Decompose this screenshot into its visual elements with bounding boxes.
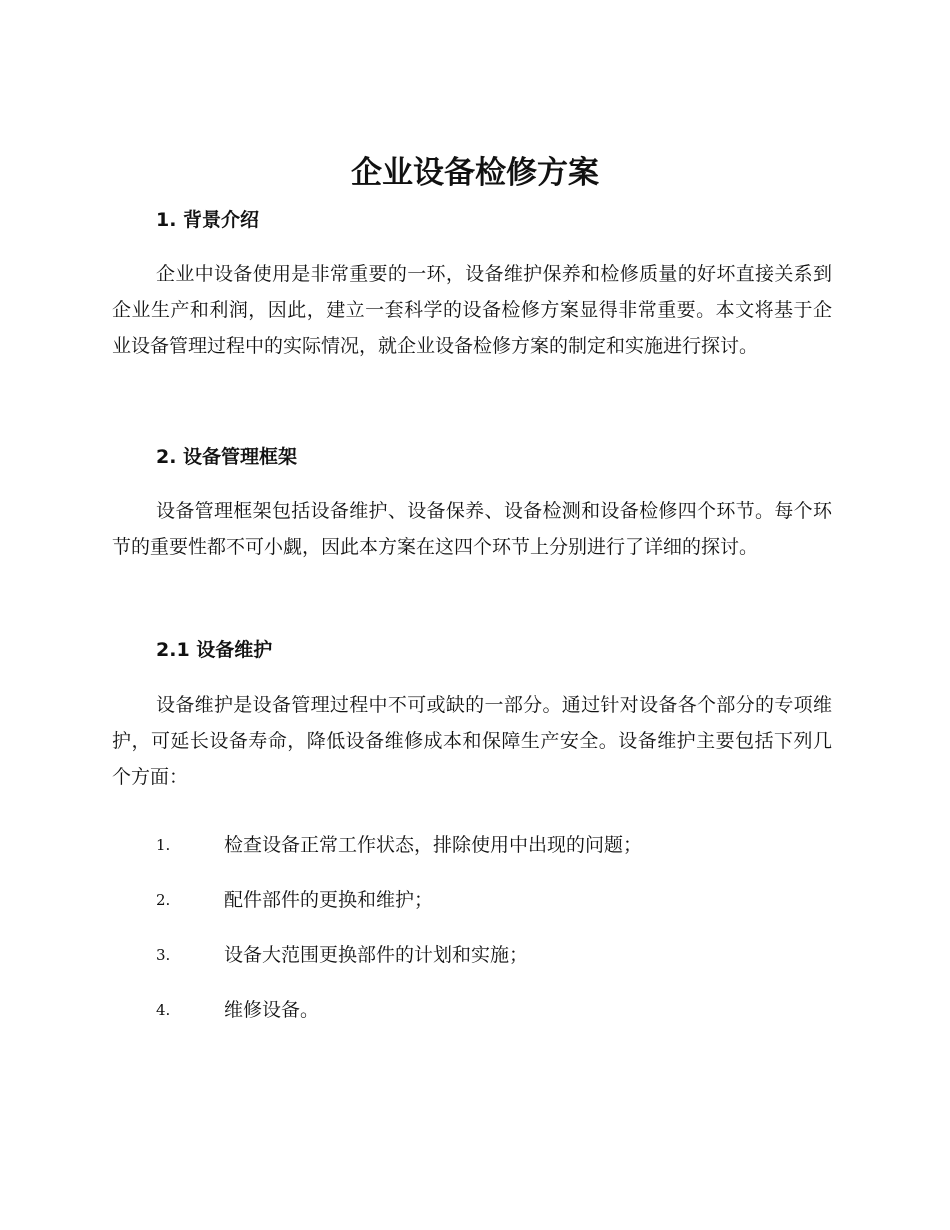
- paragraph-background: 企业中设备使用是非常重要的一环，设备维护保养和检修质量的好坏直接关系到企业生产和利润，因此，建立一套科学的设备检修方案显得非常重要。本文将基于企业设备管理过程中的实际情况，就企业设备检修方案的制定和实施进行探讨。: [112, 263, 832, 357]
- list-item-number: 2.: [156, 891, 171, 909]
- paragraph-management-framework: 设备管理框架包括设备维护、设备保养、设备检测和设备检修四个环节。每个环节的重要性都不可小觑，因此本方案在这四个环节上分别进行了详细的探讨。: [112, 500, 832, 558]
- list-item-number: 1.: [156, 836, 171, 854]
- list-item-text: 配件部件的更换和维护；: [224, 889, 434, 911]
- section-heading-management-framework: 2. 设备管理框架: [156, 446, 298, 468]
- list-item-text: 维修设备。: [224, 999, 320, 1021]
- document-title: 企业设备检修方案: [351, 155, 599, 191]
- list-item-number: 4.: [156, 1001, 171, 1019]
- list-item-number: 3.: [156, 946, 171, 964]
- section-heading-equipment-maintenance: 2.1 设备维护: [156, 639, 273, 661]
- paragraph-equipment-maintenance: 设备维护是设备管理过程中不可或缺的一部分。通过针对设备各个部分的专项维护，可延长设备寿命，降低设备维修成本和保障生产安全。设备维护主要包括下列几个方面：: [112, 694, 832, 788]
- list-item-text: 设备大范围更换部件的计划和实施；: [224, 944, 529, 966]
- section-heading-background: 1. 背景介绍: [156, 209, 260, 231]
- list-item-text: 检查设备正常工作状态，排除使用中出现的问题；: [224, 834, 643, 856]
